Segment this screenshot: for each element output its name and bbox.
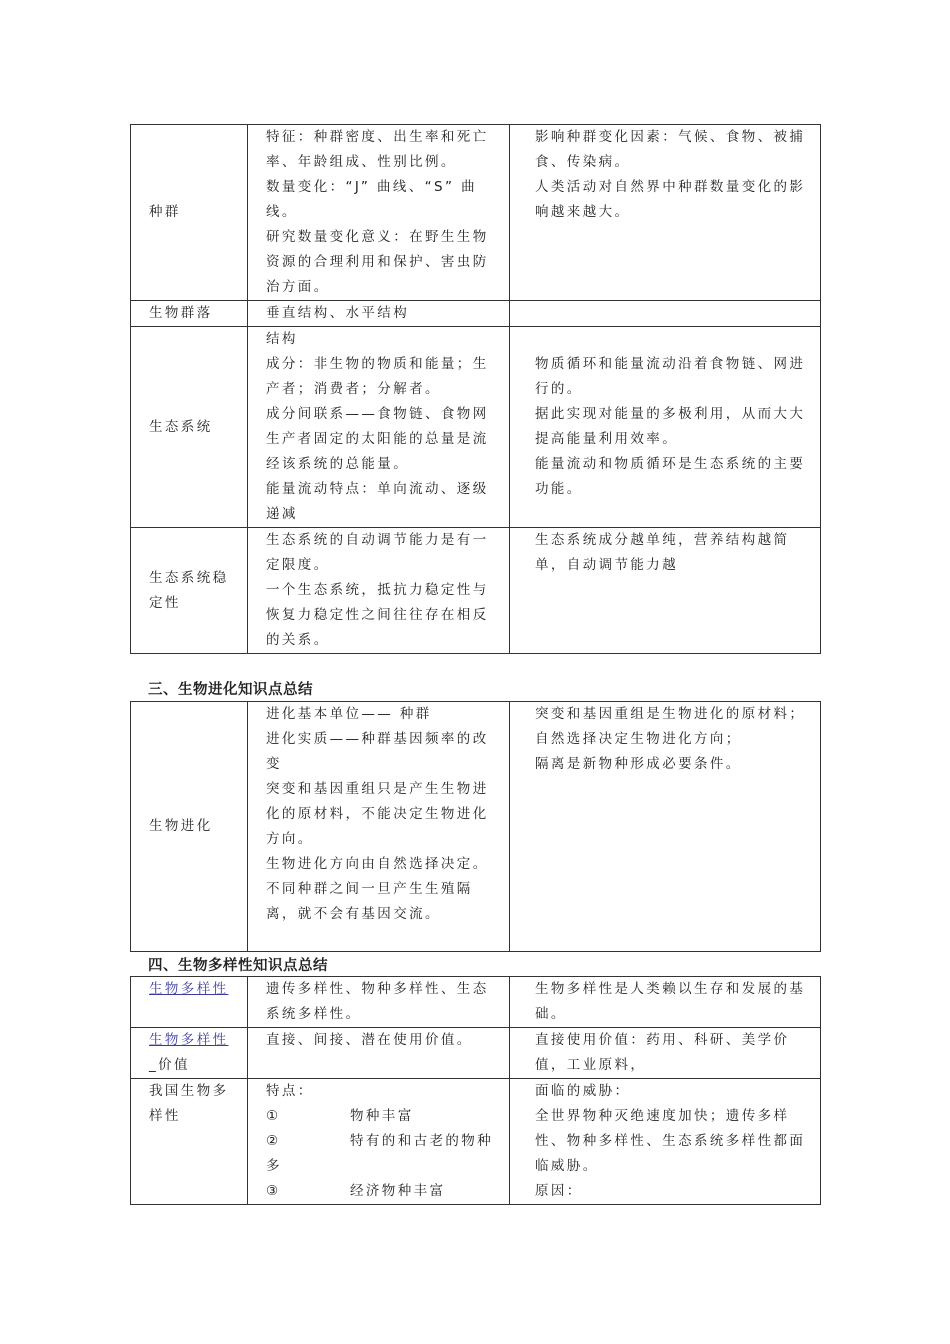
paragraph: 全世界物种灭绝速度加快；遗传多样性、物种多样性、生态系统多样性都面临威胁。	[535, 1108, 806, 1174]
biodiversity-value-link[interactable]: 生物多样性	[149, 1032, 229, 1048]
cell-mid	[248, 327, 510, 528]
table-row	[131, 1079, 821, 1205]
paragraph: 结构	[266, 331, 298, 347]
paragraph: 自然选择决定生物进化方向；	[535, 731, 742, 747]
paragraph: 研究数量变化意义：在野生生物资源的合理利用和保护、害虫防治方面。	[266, 229, 489, 295]
biodiversity-link[interactable]: 生物多样性	[149, 981, 229, 997]
cell-right	[510, 125, 821, 301]
cell-right	[510, 327, 821, 528]
cell-mid	[248, 1079, 510, 1205]
paragraph: 特点：	[266, 1083, 314, 1099]
row-label: 生物群落	[131, 301, 248, 327]
list-item	[266, 1104, 499, 1129]
paragraph: 数量变化：“J” 曲线、“S” 曲线。	[266, 179, 477, 220]
row-label: 生态系统	[131, 327, 248, 528]
row-label	[131, 977, 248, 1028]
table-row	[131, 702, 821, 952]
table-row	[131, 977, 821, 1028]
item-text: 特有的和古老的物种多	[266, 1133, 494, 1174]
item-number: ②	[266, 1133, 281, 1149]
paragraph: 不同种群之间一旦产生生殖隔离，就不会有基因交流。	[266, 881, 473, 922]
biodiversity-table	[130, 976, 821, 1205]
cell-mid: 直接、间接、潜在使用价值。	[248, 1028, 510, 1079]
table-row	[131, 327, 821, 528]
cell-right	[510, 702, 821, 952]
paragraph: 成分间联系——食物链、食物网	[266, 406, 489, 422]
table-row	[131, 125, 821, 301]
cell-right	[510, 1079, 821, 1205]
paragraph: 生物进化方向由自然选择决定。	[266, 856, 489, 872]
item-text: 经济物种丰富	[350, 1183, 446, 1199]
paragraph: 人类活动对自然界中种群数量变化的影响越来越大。	[535, 179, 806, 220]
table-row	[131, 528, 821, 654]
row-label: 生物进化	[131, 702, 248, 952]
row-label: 我国生物多样性	[131, 1079, 248, 1205]
item-number: ③	[266, 1183, 281, 1199]
table-row	[131, 1028, 821, 1079]
cell-mid	[248, 125, 510, 301]
cell-mid	[248, 702, 510, 952]
paragraph: 影响种群变化因素：气候、食物、被捕食、传染病。	[535, 129, 806, 170]
paragraph: 突变和基因重组是生物进化的原材料；	[535, 706, 806, 722]
paragraph: 能量流动和物质循环是生态系统的主要功能。	[535, 456, 806, 497]
paragraph: 生态系统成分越单纯，营养结构越简单，自动调节能力越	[535, 532, 790, 573]
evolution-table	[130, 701, 821, 952]
paragraph: 成分：非生物的物质和能量；生产者；消费者；分解者。	[266, 356, 489, 397]
row-label: 种群	[131, 125, 248, 301]
cell-right: 生物多样性是人类赖以生存和发展的基础。	[510, 977, 821, 1028]
paragraph: 进化实质——种群基因频率的改变	[266, 731, 489, 772]
paragraph: 一个生态系统，抵抗力稳定性与恢复力稳定性之间往往存在相反的关系。	[266, 582, 489, 648]
paragraph: 能量流动特点：单向流动、逐级递减	[266, 481, 489, 522]
cell-right	[510, 301, 821, 327]
cell-right: 直接使用价值：药用、科研、美学价值，工业原料，	[510, 1028, 821, 1079]
cell-right	[510, 528, 821, 654]
item-text: 物种丰富	[350, 1108, 414, 1124]
paragraph: 物质循环和能量流动沿着食物链、网进行的。	[535, 356, 806, 397]
list-item	[266, 1179, 499, 1204]
paragraph: 据此实现对能量的多极利用，从而大大提高能量利用效率。	[535, 406, 806, 447]
paragraph: 面临的威胁：	[535, 1083, 631, 1099]
paragraph: 突变和基因重组只是产生生物进化的原材料，不能决定生物进化方向。	[266, 781, 489, 847]
paragraph: 生产者固定的太阳能的总量是流经该系统的总能量。	[266, 431, 489, 472]
paragraph: 生态系统的自动调节能力是有一定限度。	[266, 532, 489, 573]
paragraph: 特征：种群密度、出生率和死亡率、年龄组成、性别比例。	[266, 129, 489, 170]
paragraph: 隔离是新物种形成必要条件。	[535, 756, 742, 772]
table-row	[131, 301, 821, 327]
item-number: ①	[266, 1108, 281, 1124]
row-label-suffix: _价值	[149, 1057, 190, 1073]
cell-mid	[248, 528, 510, 654]
section-heading-biodiversity: 四、生物多样性知识点总结	[148, 958, 328, 974]
cell-mid: 垂直结构、水平结构	[248, 301, 510, 327]
ecology-table	[130, 124, 821, 654]
list-item	[266, 1129, 499, 1179]
paragraph: 原因：	[535, 1183, 583, 1199]
cell-mid: 遗传多样性、物种多样性、生态系统多样性。	[248, 977, 510, 1028]
row-label: 生态系统稳定性	[131, 528, 248, 654]
paragraph: 进化基本单位—— 种群	[266, 706, 432, 722]
section-heading-evolution: 三、生物进化知识点总结	[148, 682, 313, 698]
row-label	[131, 1028, 248, 1079]
